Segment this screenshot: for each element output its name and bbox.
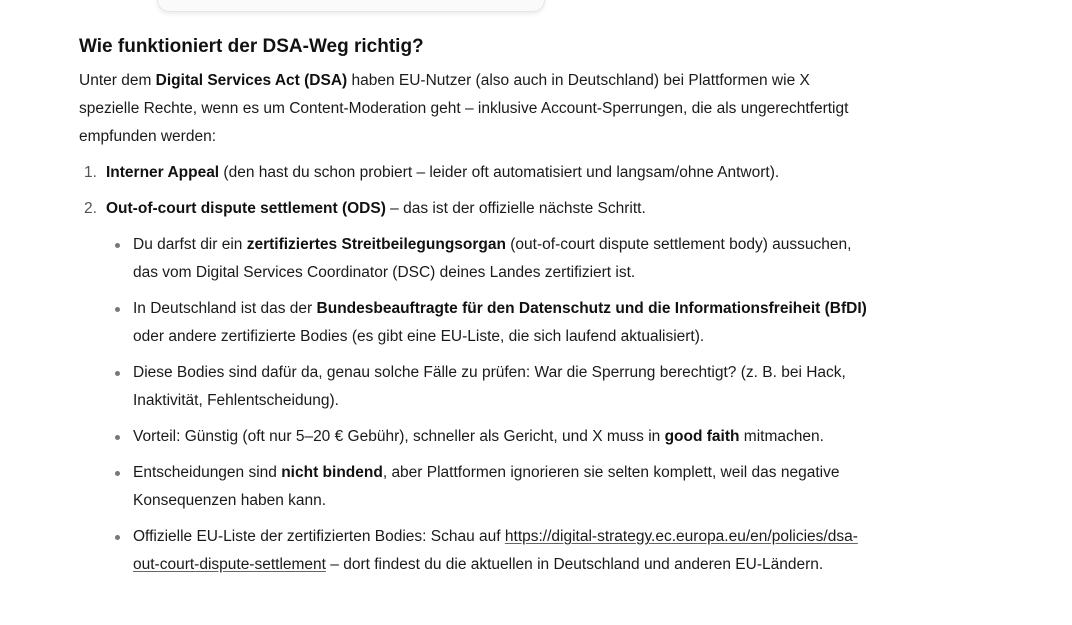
bullet-bold: zertifiziertes Streitbeilegungsorgan bbox=[246, 236, 506, 253]
bullet-text-2: oder andere zertifizierte Bodies (es gibt eine EU-Liste, die sich laufend aktualisiert). bbox=[133, 328, 705, 345]
step-item-ods bbox=[79, 195, 867, 579]
bullet-text-1: Du darfst dir ein bbox=[133, 236, 247, 253]
step-number: 1. bbox=[84, 164, 97, 181]
step-bold: Out-of-court dispute settlement (ODS) bbox=[106, 200, 386, 217]
bullet-text-1: Vorteil: Günstig (oft nur 5–20 € Gebühr), schneller als Gericht, und X muss in bbox=[133, 428, 665, 445]
ods-bullet-list bbox=[106, 231, 867, 579]
section-heading: Wie funktioniert der DSA-Weg richtig? bbox=[79, 36, 424, 57]
step-bold: Interner Appeal bbox=[106, 164, 220, 181]
bullet-item-not-binding bbox=[106, 459, 878, 515]
bullet-dot-icon bbox=[115, 243, 120, 248]
bullet-item-germany-bfdi bbox=[106, 295, 878, 351]
steps-list bbox=[79, 159, 867, 579]
intro-paragraph bbox=[79, 67, 859, 151]
bullet-text-2: (out-of-court dispute settlement body) aussuchen, das vom Digital Services Coordinator (DSC) deines Landes zertifiziert ist. bbox=[133, 236, 852, 281]
bullet-text-2: , aber Plattformen ignorieren sie selten komplett, weil das negative Konsequenzen haben kann. bbox=[133, 464, 840, 509]
bullet-item-purpose bbox=[106, 359, 878, 415]
bullet-item-certified-body bbox=[106, 231, 878, 287]
previous-content-card bbox=[157, 0, 545, 12]
step-text: – das ist der offizielle nächste Schritt. bbox=[385, 200, 646, 217]
bullet-dot-icon bbox=[115, 371, 120, 376]
bullet-bold: nicht bindend bbox=[281, 464, 383, 481]
bullet-text-1: Entscheidungen sind bbox=[133, 464, 282, 481]
response-content bbox=[79, 34, 867, 587]
step-number: 2. bbox=[84, 200, 97, 217]
bullet-dot-icon bbox=[115, 535, 120, 540]
bullet-text-1: Diese Bodies sind dafür da, genau solche Fälle zu prüfen: War die Sperrung berechtigt? (z. B. bei Hack, Inaktivität, Fehlentscheidung). bbox=[133, 364, 846, 409]
bullet-text-1: In Deutschland ist das der bbox=[133, 300, 317, 317]
step-item-internal-appeal bbox=[79, 159, 859, 187]
bullet-text-2: – dort findest du die aktuellen in Deutschland und anderen EU-Ländern. bbox=[325, 556, 824, 573]
bullet-dot-icon bbox=[115, 471, 120, 476]
bullet-item-advantage bbox=[106, 423, 878, 451]
intro-text-2: haben EU-Nutzer (also auch in Deutschland) bei Plattformen wie X spezielle Rechte, wenn es um Content-Moderation geht – inklusive Account-Sperrungen, die als ungerechtfertigt empfunden werden: bbox=[79, 72, 849, 145]
intro-text-1: Unter dem bbox=[79, 72, 156, 89]
bullet-item-eu-list bbox=[106, 523, 878, 579]
step-text: (den hast du schon probiert – leider oft automatisiert und langsam/ohne Antwort). bbox=[219, 164, 780, 181]
bullet-text-1: Offizielle EU-Liste der zertifizierten Bodies: Schau auf bbox=[133, 528, 505, 545]
intro-bold-dsa: Digital Services Act (DSA) bbox=[155, 72, 348, 89]
eu-list-link[interactable]: https://digital-strategy.ec.europa.eu/en/policies/dsa-out-court-dispute-settlement bbox=[133, 528, 858, 573]
bullet-bold: Bundesbeauftragte für den Datenschutz und die Informationsfreiheit (BfDI) bbox=[316, 300, 867, 317]
bullet-dot-icon bbox=[115, 435, 120, 440]
bullet-dot-icon bbox=[115, 307, 120, 312]
bullet-text-2: mitmachen. bbox=[739, 428, 824, 445]
bullet-bold: good faith bbox=[664, 428, 740, 445]
